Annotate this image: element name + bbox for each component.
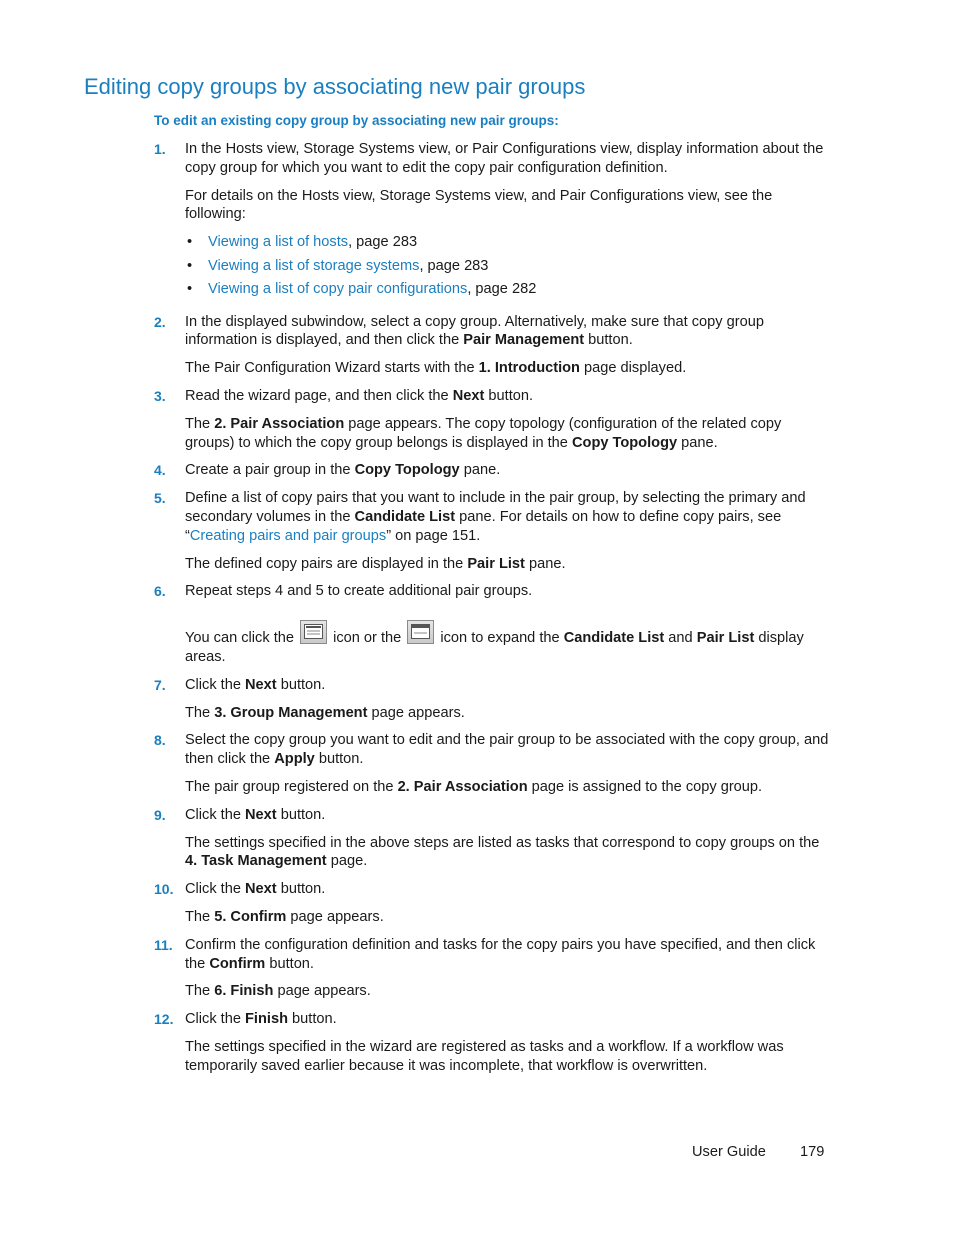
expand-candidate-list-icon: [300, 620, 327, 644]
step-text: [185, 936, 834, 974]
step-number: 5.: [154, 490, 166, 507]
step-6: [154, 582, 834, 666]
ui-term: 2. Pair Association: [397, 779, 528, 796]
step-text: [185, 676, 834, 695]
text: page appears.: [367, 704, 465, 721]
ui-term: Pair List: [467, 555, 525, 572]
ui-term: 2. Pair Association: [214, 415, 345, 432]
step-note: For details on the Hosts view, Storage Systems view, and Pair Configurations view, see the following:: [185, 187, 773, 223]
text: The pair group registered on the: [185, 779, 398, 796]
text: Click the: [185, 806, 246, 823]
step-number: 6.: [154, 583, 166, 600]
step-number: 3.: [154, 388, 166, 405]
step-5: [154, 489, 834, 573]
text: The: [185, 704, 215, 721]
ui-term: Confirm: [209, 955, 266, 972]
step-11: [154, 936, 834, 1001]
text: page displayed.: [579, 360, 687, 377]
procedure-heading: To edit an existing copy group by associating new pair groups:: [154, 113, 559, 128]
text: icon to expand the: [436, 630, 564, 647]
step-note: [185, 908, 834, 927]
ui-term: 5. Confirm: [214, 909, 287, 926]
step-number: 11.: [154, 936, 173, 953]
step-number: 7.: [154, 676, 166, 693]
text: Click the: [185, 676, 246, 693]
text: icon or the: [329, 630, 406, 647]
step-1: [154, 140, 834, 304]
text: button.: [584, 332, 633, 349]
text: button.: [484, 388, 534, 405]
step-note: [185, 620, 834, 667]
step-text: [185, 489, 834, 545]
text: Define a list of copy pairs that you want to include in the pair group, by selecting the primary and secondary volumes in the: [185, 490, 806, 526]
step-list: [154, 140, 834, 1076]
ui-term: Copy Topology: [354, 462, 460, 479]
text: pane.: [459, 462, 501, 479]
text: Create a pair group in the: [185, 462, 355, 479]
step-12: [154, 1010, 834, 1075]
footer-page-number: 179: [800, 1144, 825, 1160]
step-note: [185, 359, 834, 378]
step-text: Repeat steps 4 and 5 to create additional pair groups.: [185, 583, 533, 600]
text: You can click the: [185, 630, 299, 647]
step-note: [185, 834, 834, 872]
step-number: 10.: [154, 881, 174, 898]
ui-term: Copy Topology: [571, 434, 678, 451]
step-2: [154, 313, 834, 378]
text: button.: [314, 751, 364, 768]
step-text: [185, 461, 834, 480]
text: Select the copy group you want to edit and the pair group to be associated with the copy group, and then click the: [185, 732, 829, 768]
step-note: [185, 778, 834, 797]
ui-term: Next: [452, 388, 485, 405]
step-text: In the Hosts view, Storage Systems view, or Pair Configurations view, display information about the copy group for which you want to edit the copy pair configuration definition.: [185, 141, 824, 176]
step-4: [154, 461, 834, 480]
step-text: [185, 1010, 834, 1029]
ui-term: 1. Introduction: [478, 360, 580, 377]
step-note: [185, 704, 834, 723]
text: The: [185, 983, 215, 1000]
text: page.: [326, 853, 368, 870]
text: pane.: [524, 555, 566, 572]
step-note: [185, 555, 834, 574]
text: pane.: [677, 434, 718, 451]
expand-pair-list-icon: [407, 620, 434, 644]
ui-term: Pair List: [696, 630, 755, 647]
ui-term: Candidate List: [563, 630, 665, 647]
text: Read the wizard page, and then click the: [185, 388, 453, 405]
step-text: [185, 313, 834, 351]
text: page appears. The copy topology (configuration of the related copy groups) to which the copy group belongs is displayed in the: [185, 415, 782, 451]
list-item: [185, 280, 834, 304]
step-number: 2.: [154, 313, 166, 330]
step-text: [185, 387, 834, 406]
text: and: [664, 630, 697, 647]
step-10: [154, 880, 834, 927]
text: The defined copy pairs are displayed in the: [185, 555, 468, 572]
ui-term: Pair Management: [463, 332, 585, 349]
step-number: 1.: [154, 141, 166, 157]
step-number: 8.: [154, 732, 166, 749]
text: ” on page 151.: [386, 527, 481, 544]
footer-guide-label: User Guide: [692, 1144, 766, 1160]
ui-term: Next: [245, 881, 277, 898]
ui-term: Candidate List: [354, 509, 456, 526]
text: pane. For details on how to define copy pairs, see “: [185, 509, 782, 544]
text: page appears.: [273, 983, 371, 1000]
text: display areas.: [185, 630, 804, 666]
text: The: [185, 909, 215, 926]
step-9: [154, 806, 834, 871]
ui-term: 6. Finish: [214, 983, 274, 1000]
page-ref: , page 283: [348, 234, 418, 251]
page-title: Editing copy groups by associating new pair groups: [84, 74, 586, 99]
text: button.: [265, 955, 314, 972]
step-number: 12.: [154, 1011, 174, 1028]
text: Click the: [185, 881, 246, 898]
text: Confirm the configuration definition and tasks for the copy pairs you have specified, and then click the: [185, 936, 816, 972]
link-creating-pairs[interactable]: Creating pairs and pair groups: [189, 527, 387, 544]
text: page is assigned to the copy group.: [527, 779, 763, 796]
text: button.: [276, 676, 326, 693]
step-text: [185, 806, 834, 825]
text: button.: [276, 881, 326, 898]
text: page appears.: [286, 909, 384, 926]
text: Click the: [185, 1011, 246, 1028]
ui-term: Apply: [274, 751, 315, 768]
text: button.: [288, 1011, 337, 1028]
step-text: [185, 731, 834, 769]
step-note: [185, 982, 834, 1001]
text: In the displayed subwindow, select a copy group. Alternatively, make sure that copy group information is displayed, and then click the: [185, 313, 764, 349]
page-ref: , page 283: [419, 257, 489, 274]
step-number: 9.: [154, 806, 166, 823]
step-note: [185, 415, 834, 453]
list-item: [185, 233, 834, 257]
step-3: [154, 387, 834, 452]
page-ref: , page 282: [467, 281, 537, 298]
step-7: [154, 676, 834, 723]
ui-term: 4. Task Management: [185, 853, 327, 870]
text: button.: [276, 806, 326, 823]
step-number: 4.: [154, 462, 166, 479]
link-viewing-storage-systems[interactable]: Viewing a list of storage systems: [208, 257, 420, 274]
text: The: [185, 415, 215, 432]
ui-term: Finish: [245, 1011, 288, 1028]
step-text: [185, 880, 834, 899]
ui-term: 3. Group Management: [214, 704, 368, 721]
link-viewing-copy-pair-configurations[interactable]: Viewing a list of copy pair configurations: [208, 281, 468, 298]
reference-list: [185, 233, 834, 304]
ui-term: Next: [245, 806, 277, 823]
step-note: The settings specified in the wizard are registered as tasks and a workflow. If a workflow was temporarily saved earlier because it was incomplete, that workflow is overwritten.: [185, 1039, 784, 1074]
text: The Pair Configuration Wizard starts with the: [185, 360, 479, 377]
text: The settings specified in the above steps are listed as tasks that correspond to copy groups on the: [185, 834, 820, 851]
ui-term: Next: [245, 676, 277, 693]
list-item: [185, 257, 834, 281]
link-viewing-hosts[interactable]: Viewing a list of hosts: [208, 234, 349, 251]
step-8: [154, 731, 834, 796]
